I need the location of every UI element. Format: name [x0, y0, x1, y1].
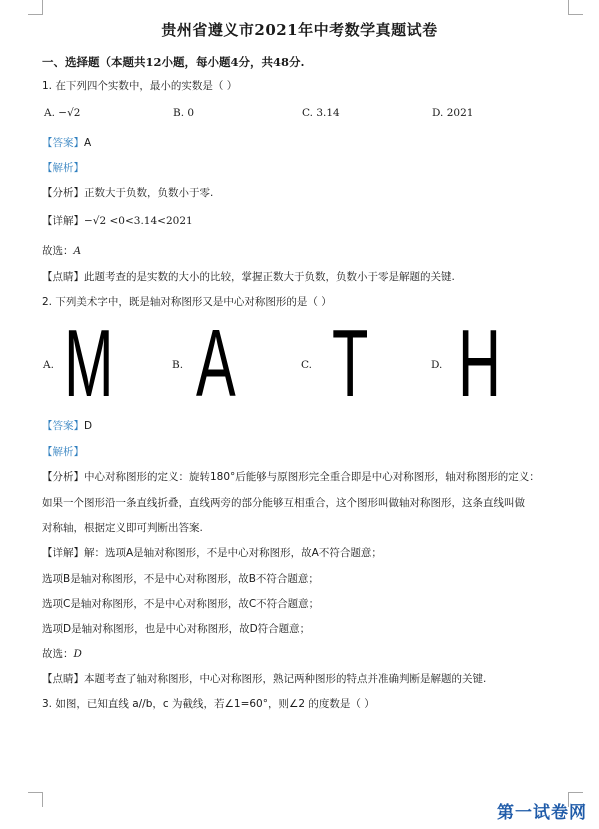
q2-dianjing-tag: 【点睛】	[42, 673, 84, 685]
q2-xiangjie-text: 解：选项A是轴对称图形，不是中心对称图形，故A不符合题意；	[84, 547, 382, 559]
q2-option-c-label: C.	[301, 359, 312, 371]
crop-mark-top-left	[28, 0, 43, 15]
q2-option-b-letter: A	[196, 310, 236, 417]
q2-fenxi-line1: 中心对称图形的定义：旋转180°后能够与原图形完全重合即是中心对称图形，轴对称图形的定义：	[84, 471, 540, 483]
q2-stem: 2. 下列美术字中，既是轴对称图形又是中心对称图形的是（ ）	[42, 296, 332, 308]
q2-option-a-label: A.	[43, 359, 54, 371]
q1-answer-tag: 【答案】	[42, 137, 84, 149]
q2-option-c-letter: T	[332, 310, 369, 417]
q2-analysis-tag: 【解析】	[42, 446, 84, 458]
q1-option-c: C. 3.14	[302, 107, 340, 119]
q1-xiangjie	[42, 214, 193, 228]
q1-guxuan-label: 故选：	[42, 245, 74, 257]
section-heading: 一、选择题（本题共12小题，每小题4分，共48分.	[42, 55, 305, 69]
q1-guxuan	[42, 244, 81, 258]
q1-guxuan-value: A	[73, 245, 82, 257]
q1-xiangjie-tag: 【详解】	[42, 215, 84, 227]
q2-fenxi-line2: 如果一个图形沿一条直线折叠，直线两旁的部分能够互相重合，这个图形叫做轴对称图形，这条直线叫做	[42, 497, 525, 509]
q1-option-a-label: A.	[44, 107, 55, 119]
q2-option-a-letter: M	[64, 310, 114, 417]
q2-fenxi	[42, 470, 540, 484]
q2-dianjing-text: 本题考查了轴对称图形，中心对称图形，熟记两种图形的特点并准确判断是解题的关键.	[84, 673, 487, 685]
q2-answer-value: D	[84, 420, 93, 432]
q1-fenxi-tag: 【分析】	[42, 187, 84, 199]
crop-mark-bottom-left	[28, 792, 43, 807]
q1-analysis-tag: 【解析】	[42, 162, 84, 174]
q1-fenxi	[42, 186, 213, 200]
q1-answer-value: A	[84, 137, 92, 149]
q1-stem: 1. 在下列四个实数中，最小的实数是（ ）	[42, 80, 238, 92]
q1-option-a	[44, 107, 80, 119]
q2-guxuan-label: 故选：	[42, 648, 74, 660]
q2-fenxi-line3: 对称轴，根据定义即可判断出答案.	[42, 522, 203, 534]
crop-mark-top-right	[568, 0, 583, 15]
q2-option-d-analysis: 选项D是轴对称图形，也是中心对称图形，故D符合题意；	[42, 623, 311, 635]
q2-option-b-analysis: 选项B是轴对称图形，不是中心对称图形，故B不符合题意；	[42, 573, 319, 585]
q2-option-b-label: B.	[172, 359, 184, 371]
q1-fenxi-text: 正数大于负数，负数小于零.	[84, 187, 214, 199]
q2-option-d-label: D.	[431, 359, 443, 371]
q1-answer	[42, 136, 91, 150]
q1-option-d: D. 2021	[432, 107, 474, 119]
q2-answer-tag: 【答案】	[42, 420, 84, 432]
q1-dianjing-tag: 【点睛】	[42, 271, 84, 283]
q2-option-c-analysis: 选项C是轴对称图形，不是中心对称图形，故C不符合题意；	[42, 598, 320, 610]
q2-guxuan-value: D	[73, 648, 82, 660]
q2-xiangjie-tag: 【详解】	[42, 547, 84, 559]
q1-xiangjie-text: −√2 <0<3.14<2021	[84, 215, 193, 227]
q1-option-b: B. 0	[173, 107, 195, 119]
q1-dianjing-text: 此题考查的是实数的大小的比较，掌握正数大于负数，负数小于零是解题的关键.	[84, 271, 455, 283]
q1-option-a-value: −√2	[58, 107, 81, 119]
site-watermark: 第一试卷网	[497, 803, 587, 823]
q2-answer	[42, 419, 92, 433]
q2-fenxi-tag: 【分析】	[42, 471, 84, 483]
q2-option-d-letter: H	[458, 310, 501, 417]
q1-dianjing	[42, 270, 455, 284]
q2-xiangjie	[42, 546, 382, 560]
q2-guxuan	[42, 647, 82, 661]
q3-stem: 3. 如图，已知直线 a//b，c 为截线，若∠1=60°，则∠2 的度数是（ ）	[42, 698, 375, 710]
page-title: 贵州省遵义市2021年中考数学真题试卷	[161, 21, 438, 39]
q2-dianjing	[42, 672, 486, 686]
